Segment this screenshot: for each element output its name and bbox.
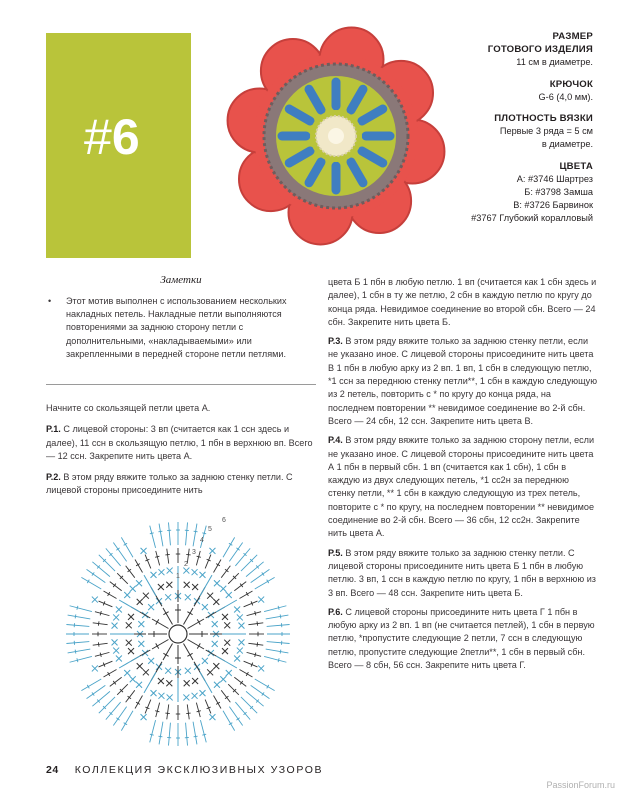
crochet-motif-photo <box>222 22 450 250</box>
row-3: Р.3. В этом ряду вяжите только за заднюю стенку петли, если не указано иное. С лицевой стороны присоедините нить цвета В 1 пбн в любую арку из 2 вп. 1 вп, 1 сбн в следующую петлю, *1 ссн за переднюю стенку петли**, 1 сбн в каждую следующую из 2 петель, повторить с * по кругу до конца ряда, на последнем повторении ** невидимое соединение во 2-й сбн. Всего — 24 сбн, 12 ссн. Закрепите нить цвета В. <box>328 336 598 426</box>
hook-value: G-6 (4,0 мм). <box>538 91 593 102</box>
size-value: 11 см в диаметре. <box>516 57 593 68</box>
pattern-number: #6 <box>84 109 140 165</box>
color-item-d: #3767 Глубокий коралловый <box>471 213 593 224</box>
page-footer <box>46 764 323 776</box>
hook-heading: КРЮЧОК <box>549 78 593 90</box>
row-2-continued: цвета Б 1 пбн в любую петлю. 1 вп (считается как 1 сбн здесь и далее), 1 сбн в ту же петлю, 2 сбн в каждую петлю по кругу до конца ряда. Невидимое соединение во второй сбн. Всего — 24 сбн. Закрепите нить цвета Б. <box>328 277 597 327</box>
gauge-value: Первые 3 ряда = 5 см <box>499 126 593 137</box>
colors-heading: ЦВЕТА <box>559 160 593 172</box>
chart-label-6: 6 <box>222 517 226 524</box>
book-title: КОЛЛЕКЦИЯ ЭКСКЛЮЗИВНЫХ УЗОРОВ <box>74 764 324 776</box>
chart-label-4: 4 <box>200 537 204 544</box>
instructions-left <box>46 402 316 506</box>
chart-label-5: 5 <box>208 526 212 533</box>
gauge-heading: ПЛОТНОСТЬ ВЯЗКИ <box>494 113 593 125</box>
bullet-icon: • <box>48 296 52 306</box>
size-heading: РАЗМЕР <box>552 31 593 42</box>
gauge-value-2: в диаметре. <box>541 139 593 150</box>
row-4: Р.4. В этом ряду вяжите только за заднюю сторону петли, если не указано иное. С лицевой стороны присоедините нить цвета А 1 пбн в первый сбн. 1 вп (считается как 1 сбн), 1 сбн в каждую из двух следующих петель, *1 сс2н за переднюю стенку петли, ** 1 сбн в каждую следующую из трех петель, повторите с * по кругу, на последнем повторении ** невидимое соединение во 2-й сбн. Всего — 36 сбн, 12 сс2н. Закрепите нить цвета А. <box>328 435 595 539</box>
chart-label-3: 3 <box>192 549 196 556</box>
crochet-chart <box>48 512 308 757</box>
row-2: Р.2. В этом ряду вяжите только за заднюю стенку петли. С лицевой стороны присоедините нить <box>46 472 293 496</box>
watermark: PassionForum.ru <box>546 780 615 790</box>
row-1: Р.1. С лицевой стороны: 3 вп (считается как 1 ссн здесь и далее), 11 ссн в скользящую петлю, 1 пбн в верхнюю вп. Всего — 12 ссн. Закрепите нить цвета А. <box>46 424 313 461</box>
divider <box>46 384 316 385</box>
row-6: Р.6. С лицевой стороны присоедините нить цвета Г 1 пбн в любую арку из 2 вп. 1 вп (не считается петлей), 1 сбн в первую петлю, *пропустите следующие 2 петли, 7 ссн в следующую петлю, пропустите следующие 2петли**, 1 сбн в первый сбн. Всего — 8 сбн, 56 ссн. Закрепите нить цвета Г. <box>328 606 595 671</box>
specs-panel <box>418 30 593 226</box>
color-item-a: А: #3746 Шартрез <box>516 173 593 184</box>
chart-label-2: 2 <box>184 561 188 568</box>
color-item-b: Б: #3798 Замша <box>524 187 593 198</box>
size-heading-2: ГОТОВОГО ИЗДЕЛИЯ <box>487 44 593 56</box>
row-5: Р.5. В этом ряду вяжите только за заднюю стенку петли. С лицевой стороны присоедините нить цвета Б 1 пбн в любую петлю. 3 вп, 1 ссн в каждую петлю по кругу, 1 пбн в верхнюю из 3 вп. Всего — 48 ссн. Закрепите нить цвета Б. <box>328 547 596 598</box>
notes-section <box>46 274 316 361</box>
notes-item: • Этот мотив выполнен с использованием нескольких накладных петель. Накладные петли выполняются повторениями за заднюю сторону петли с дополнительными, «накладываемыми» или закрепленными в передней стороне петли петлями. <box>48 296 287 359</box>
chart-label-1: 1 <box>176 573 180 580</box>
intro-text: Начните со скользящей петли цвета А. <box>46 403 211 413</box>
notes-title: Заметки <box>160 274 202 286</box>
color-item-c: В: #3726 Барвинок <box>513 200 593 211</box>
instructions-right <box>328 276 598 678</box>
page-number: 24 <box>46 764 59 776</box>
